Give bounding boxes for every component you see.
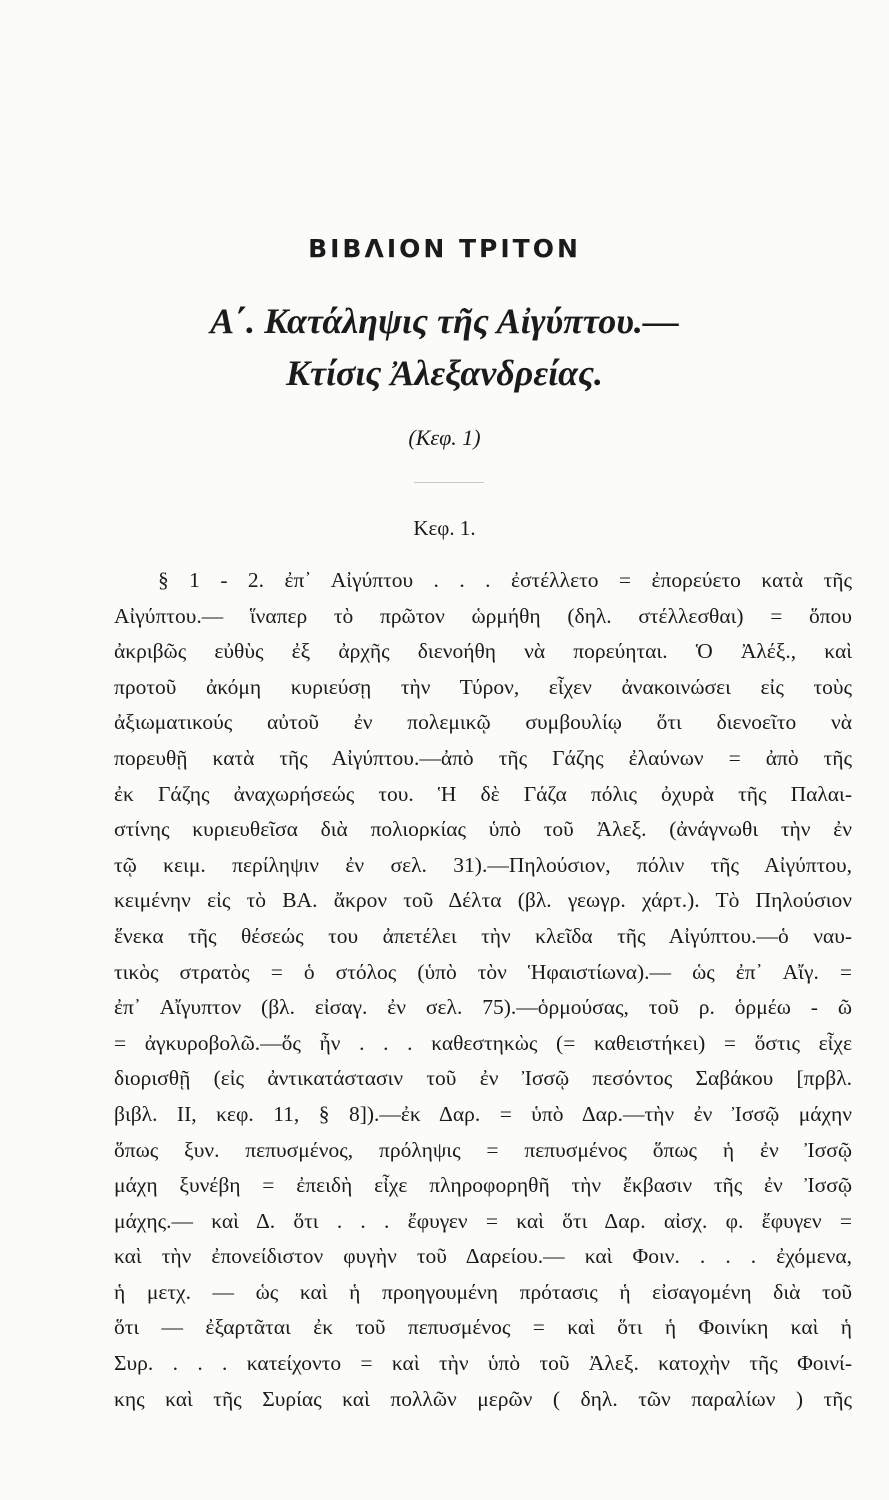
text-line: Συρ. . . . κατείχοντο = καὶ τὴν ὑπὸ τοῦ Ἀλεξ. κατοχὴν τῆς Φοινί- [114, 1351, 852, 1376]
text-line: τικὸς στρατὸς = ὁ στόλος (ὑπὸ τὸν Ἡφαιστίωνα).— ὡς ἐπ᾽ Αἴγ. = [114, 959, 852, 984]
text-line: ὅτι — ἐξαρτᾶται ἐκ τοῦ πεπυσμένος = καὶ ὅτι ἡ Φοινίκη καὶ ἡ [114, 1315, 852, 1340]
divider-rule [414, 482, 484, 483]
section-title-line-2: Κτίσις Ἀλεξανδρείας. [285, 353, 604, 393]
text-line: ἐκ Γάζης ἀναχωρήσεώς του. Ἡ δὲ Γάζα πόλις ὀχυρὰ τῆς Παλαι- [114, 781, 852, 806]
chapter-heading: Κεφ. 1. [413, 516, 476, 540]
text-line: = ἀγκυροβολῶ.—ὅς ἦν . . . καθεστηκὼς (= καθειστήκει) = ὅστις εἶχε [114, 1030, 852, 1055]
text-line: ἀκριβῶς εὐθὺς ἐξ ἀρχῆς διενοήθη νὰ πορεύηται. Ὁ Ἀλέξ., καὶ [114, 639, 852, 664]
text-line: κης καὶ τῆς Συρίας καὶ πολλῶν μερῶν ( δηλ. τῶν παραλίων ) τῆς [114, 1386, 852, 1411]
text-line: ἀξιωματικούς αὐτοῦ ἐν πολεμικῷ συμβουλίῳ ὅτι διενοεῖτο νὰ [114, 710, 852, 735]
text-line: προτοῦ ἀκόμη κυριεύσῃ τὴν Τύρον, εἶχεν ἀνακοινώσει εἰς τοὺς [114, 674, 852, 699]
text-line: μάχη ξυνέβη = ἐπειδὴ εἶχε πληροφορηθῆ τὴν ἔκβασιν τῆς ἐν Ἰσσῷ [114, 1173, 852, 1198]
text-line: βιβλ. II, κεφ. 11, § 8]).—ἐκ Δαρ. = ὑπὸ Δαρ.—τὴν ἐν Ἰσσῷ μάχην [114, 1101, 852, 1126]
section-title-line-1: Α΄. Κατάληψις τῆς Αἰγύπτου.— [210, 301, 679, 341]
text-line: τῷ κειμ. περίληψιν ἐν σελ. 31).—Πηλούσιον, πόλιν τῆς Αἰγύπτου, [114, 852, 852, 877]
text-line: διορισθῇ (εἰς ἀντικατάστασιν τοῦ ἐν Ἰσσῷ πεσόντος Σαβάκου [πρβλ. [114, 1066, 852, 1091]
text-line: § 1 - 2. ἐπ᾽ Αἰγύπτου . . . ἐστέλλετο = ἐπορεύετο κατὰ τῆς [158, 568, 852, 592]
text-line: ὅπως ξυν. πεπυσμένος, πρόληψις = πεπυσμένος ὅπως ἡ ἐν Ἰσσῷ [114, 1137, 852, 1162]
commentary-text [114, 563, 852, 1417]
text-line: κειμένην εἰς τὸ ΒΑ. ἄκρον τοῦ Δέλτα (βλ. γεωγρ. χάρτ.). Τὸ Πηλούσιον [114, 888, 852, 913]
chapter-reference: (Κεφ. 1) [408, 425, 481, 450]
text-line: ἡ μετχ. — ὡς καὶ ἡ προηγουμένη πρότασις ἡ εἰσαγομένη διὰ τοῦ [114, 1279, 852, 1304]
text-line: μάχης.— καὶ Δ. ὅτι . . . ἔφυγεν = καὶ ὅτι Δαρ. αἰσχ. φ. ἔφυγεν = [114, 1208, 852, 1233]
text-line: Αἰγύπτου.— ἵναπερ τὸ πρῶτον ὡρμήθη (δηλ. στέλλεσθαι) = ὅπου [114, 603, 852, 628]
text-line: καὶ τὴν ἐπονείδιστον φυγὴν τοῦ Δαρείου.— καὶ Φοιν. . . . ἐχόμενα, [114, 1244, 852, 1269]
text-line: στίνης κυριευθεῖσα διὰ πολιορκίας ὑπὸ τοῦ Ἀλεξ. (ἀνάγνωθι τὴν ἐν [114, 817, 852, 842]
book-title: ΒΙΒΛΙΟΝ ΤΡΙΤΟΝ [308, 234, 581, 263]
text-line: ἐπ᾽ Αἴγυπτον (βλ. εἰσαγ. ἐν σελ. 75).—ὁρμούσας, τοῦ ρ. ὁρμέω - ῶ [114, 995, 852, 1020]
text-line: πορευθῇ κατὰ τῆς Αἰγύπτου.—ἀπὸ τῆς Γάζης ἐλαύνων = ἀπὸ τῆς [114, 745, 852, 770]
text-line: ἕνεκα τῆς θέσεώς του ἀπετέλει τὴν κλεῖδα τῆς Αἰγύπτου.—ὁ ναυ- [114, 923, 852, 948]
